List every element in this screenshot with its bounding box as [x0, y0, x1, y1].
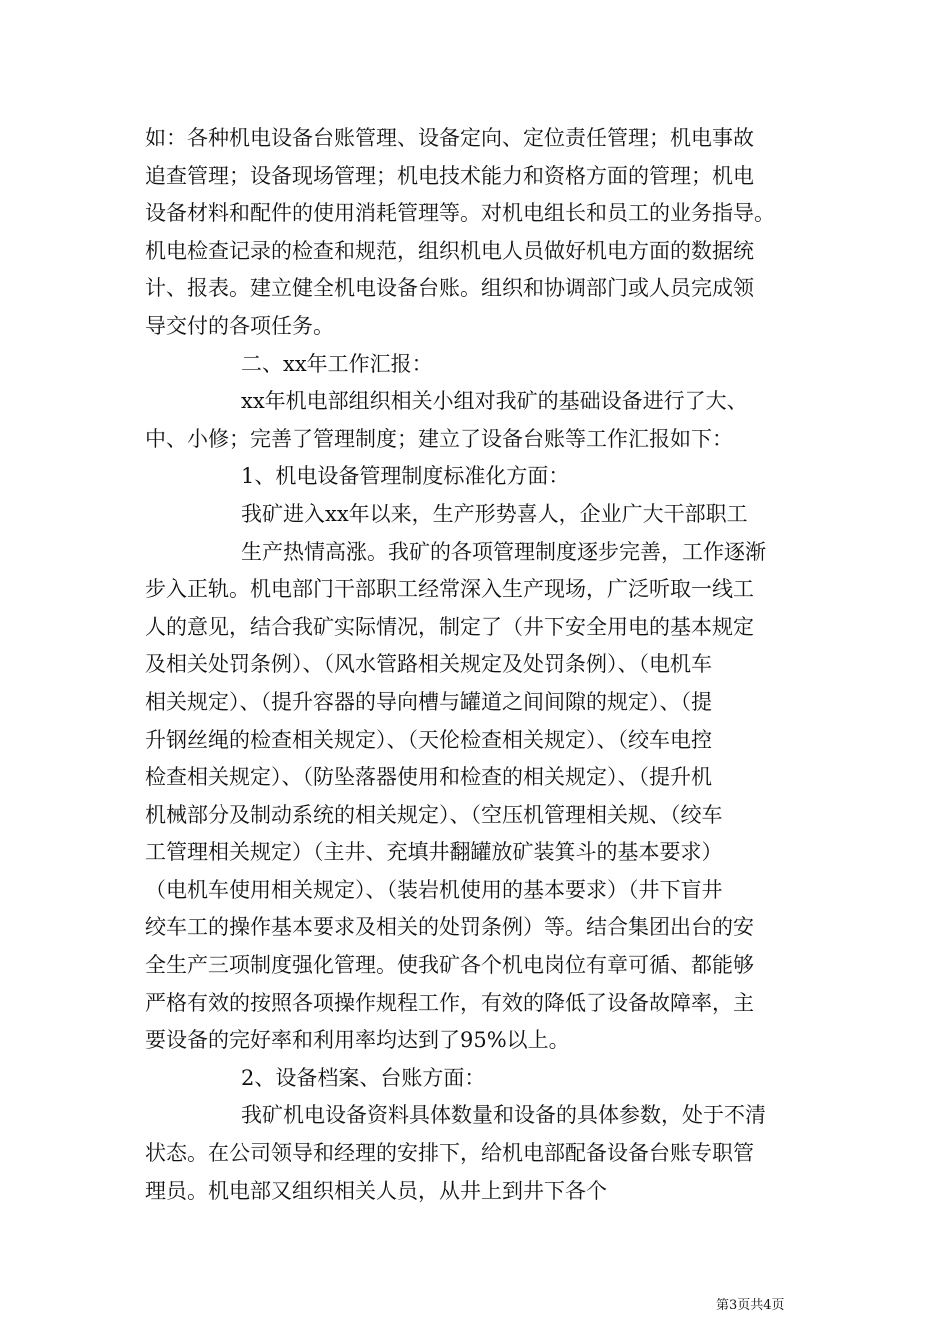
text-line: （电机车使用相关规定）、（装岩机使用的基本要求）（井下盲井: [145, 877, 723, 902]
text-line: 状态。在公司领导和经理的安排下，给机电部配备设备台账专职管: [145, 1141, 754, 1166]
text-line: 全生产三项制度强化管理。使我矿各个机电岗位有章可循、都能够: [145, 953, 754, 978]
text-line: 要设备的完好率和利用率均达到了95%以上。: [145, 1028, 570, 1053]
document-body: [145, 120, 815, 1210]
text-line: 如：各种机电设备台账管理、设备定向、定位责任管理；机电事故: [145, 126, 754, 150]
text-line: 工管理相关规定）（主井、充填井翻罐放矿装箕斗的基本要求）: [145, 840, 723, 865]
text-line: 我矿进入xx年以来，生产形势喜人，企业广大干部职工: [241, 501, 748, 526]
text-line: 二、xx年工作汇报：: [241, 351, 433, 376]
text-line: 步入正轨。机电部门干部职工经常深入生产现场，广泛听取一线工: [145, 577, 754, 602]
text-line: xx年机电部组织相关小组对我矿的基础设备进行了大、: [241, 389, 748, 414]
text-line: 及相关处罚条例）、（风水管路相关规定及处罚条例）、（电机车: [145, 652, 712, 677]
text-line: 中、小修；完善了管理制度；建立了设备台账等工作汇报如下：: [145, 426, 733, 451]
text-line: 升钢丝绳的检查相关规定）、（天伦检查相关规定）、（绞车电控: [145, 727, 712, 752]
text-line: 计、报表。建立健全机电设备台账。组织和协调部门或人员完成领: [145, 276, 754, 301]
text-line: 机电检查记录的检查和规范，组织机电人员做好机电方面的数据统: [145, 238, 754, 263]
text-line: 绞车工的操作基本要求及相关的处罚条例）等。结合集团出台的安: [145, 915, 754, 940]
text-line: 1、机电设备管理制度标准化方面：: [241, 464, 570, 489]
text-line: 2、设备档案、台账方面：: [241, 1065, 486, 1090]
text-line: 理员。机电部又组织相关人员，从井上到井下各个: [145, 1178, 607, 1203]
text-line: 设备材料和配件的使用消耗管理等。对机电组长和员工的业务指导。: [145, 201, 775, 226]
text-line: 检查相关规定）、（防坠落器使用和检查的相关规定）、（提升机: [145, 765, 712, 790]
text-line: 导交付的各项任务。: [145, 313, 334, 338]
text-line: 机械部分及制动系统的相关规定）、（空压机管理相关规、（绞车: [145, 802, 723, 827]
text-line: 生产热情高涨。我矿的各项管理制度逐步完善，工作逐渐: [241, 539, 766, 564]
page-number: 第3页共4页: [716, 1298, 785, 1313]
text-line: 追查管理；设备现场管理；机电技术能力和资格方面的管理；机电: [145, 163, 754, 188]
text-line: 人的意见，结合我矿实际情况，制定了（井下安全用电的基本规定: [145, 614, 754, 639]
text-line: 相关规定）、（提升容器的导向槽与罐道之间间隙的规定）、（提: [145, 689, 712, 714]
text-line: 我矿机电设备资料具体数量和设备的具体参数，处于不清: [241, 1103, 766, 1128]
text-line: 严格有效的按照各项操作规程工作，有效的降低了设备故障率，主: [145, 990, 754, 1015]
